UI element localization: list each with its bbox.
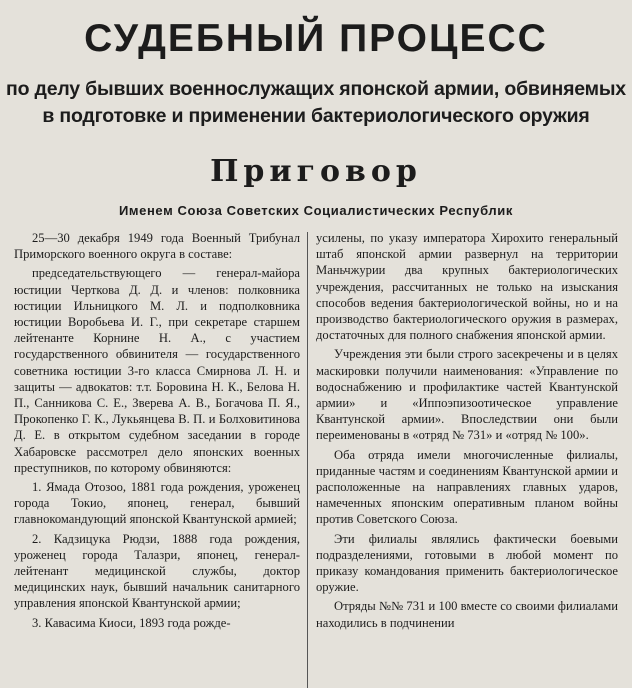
paragraph: усилены, по указу императора Хирохито генеральный штаб японской армии развернул на территории Маньчжурии два крупных бактериологических учреждения, рассчитанных не только на изыскания способов ведения бактериологической войны, но и на производство бактериологического оружия в размерах, достаточных для полного снабжения японской армии. — [316, 231, 618, 343]
column-divider — [307, 232, 308, 688]
paragraph: 25—30 декабря 1949 года Военный Трибунал Приморского военного округа в составе: — [14, 231, 300, 262]
paragraph: Оба отряда имели многочисленные филиалы, приданные частям и соединениям Квантунской армии и расположенные на направлениях главных ударов, намеченных японским оперативным планом войны против Советского Союза. — [316, 447, 618, 527]
paragraph: 2. Кадзицука Рюдзи, 1888 года рождения, уроженец города Талазри, японец, генерал-лейтенант медицинской службы, доктор медицинских наук, бывший начальник санитарного управления японской Квантунской армии; — [14, 531, 300, 611]
subtitle-line-1: по делу бывших военнослужащих японской армии, обвиняемых — [6, 78, 626, 100]
left-column — [14, 230, 300, 634]
paragraph: председательствующего — генерал-майора юстиции Черткова Д. Д. и членов: полковника юстиции Ильницкого М. Л. и подполковника юстиции Воробьева И. Г., при секретаре старшем лейтенанте Корнине Н. А., с участием государственного обвинителя — государственного советника юстиции 3-го класса Смирнова Л. Н. и защиты — адвокатов: т.т. Боровина Н. К., Белова Н. П., Санникова С. Е., Зверева А. В., Богачова П. Я., Прокопенко Г. К., Лукьянцева В. П. и Болховитинова Д. Е. в открытом судебном заседании в городе Хабаровске рассмотрел дело японских военных преступников, по которому обвиняются: — [14, 266, 300, 475]
in-the-name-line: Именем Союза Советских Социалистических Республик — [118, 203, 513, 218]
paragraph: 3. Кавасима Киоси, 1893 года рожде- — [32, 615, 231, 630]
paragraph: 1. Ямада Отозоо, 1881 года рождения, уроженец города Токио, японец, генерал, бывший главнокомандующий японской Квантунской армией; — [14, 480, 300, 527]
verdict-heading: Приговор — [210, 154, 422, 189]
paragraph: Учреждения эти были строго засекречены и в целях маскировки получили наименования: «Управление по водоснабжению и профилактике частей Квантунской армии» и «Иппоэпизоотическое управление Квантунской армии». Впоследствии они были переименованы в «отряд № 731» и «отряд № 100». — [316, 347, 618, 443]
paragraph: Отряды №№ 731 и 100 вместе со своими филиалами находились в подчинении — [316, 599, 618, 630]
paragraph: Эти филиалы являлись фактически боевыми подразделениями, готовыми в любой момент по приказу командования применить бактериологическое оружие. — [316, 531, 618, 595]
subtitle-line-2: в подготовке и применении бактериологического оружия — [42, 105, 590, 127]
right-column — [316, 230, 618, 634]
page-title: СУДЕБНЫЙ ПРОЦЕСС — [84, 17, 548, 60]
case-subtitle — [0, 76, 632, 130]
